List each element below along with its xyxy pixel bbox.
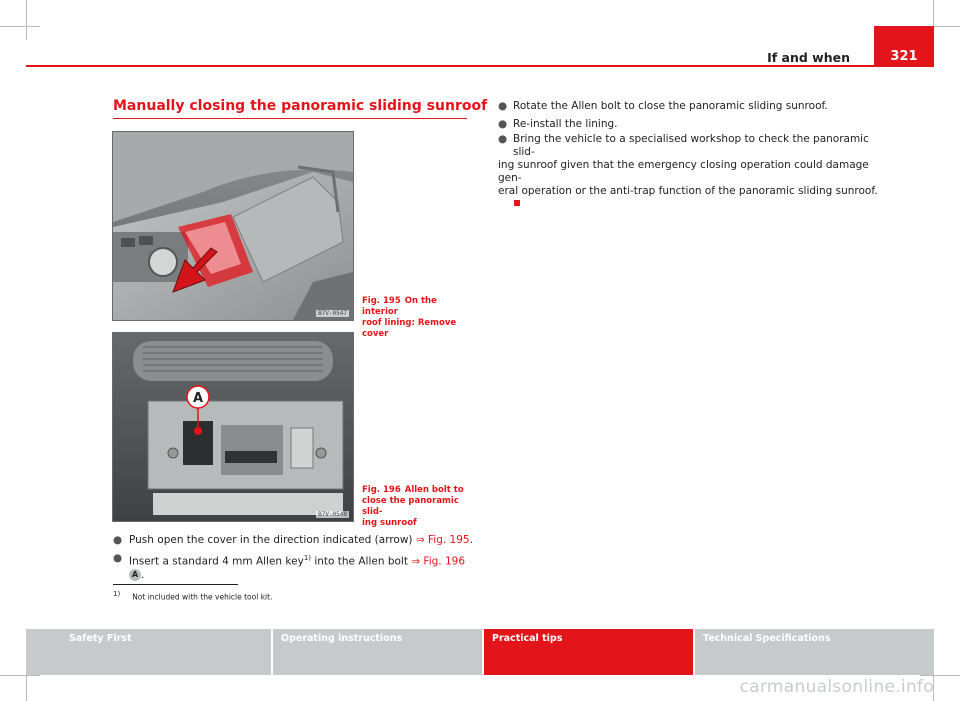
header-rule [26, 65, 934, 67]
bullet-text: eral operation or the anti-trap function of the panoramic sliding sunroof. [498, 185, 878, 197]
bullet-text: Bring the vehicle to a specialised workshop to check the panoramic slid- [513, 133, 869, 158]
figure-reference-link[interactable]: ⇒ Fig. 196 [411, 555, 466, 568]
instruction-bullet [498, 118, 878, 131]
footer-tab-label: Practical tips [492, 633, 563, 644]
figure-caption [362, 485, 472, 529]
crop-mark [0, 26, 40, 27]
section-end-marker [514, 200, 520, 206]
bullet-text: ing sunroof given that the emergency closing operation could damage gen- [498, 159, 869, 184]
crop-mark [920, 675, 960, 676]
footer-tab-safety-first[interactable] [26, 629, 271, 675]
bullet-dot: ● [498, 100, 508, 112]
bullet-text: Rotate the Allen bolt to close the panoramic sliding sunroof. [513, 100, 828, 112]
bullet-text: Insert a standard 4 mm Allen key [129, 555, 304, 568]
figure-reference-link[interactable]: ⇒ Fig. 195 [415, 534, 470, 546]
instruction-bullet [498, 100, 878, 113]
crop-mark [0, 675, 40, 676]
instruction-bullet [113, 552, 473, 582]
footer-tab-operating-instructions[interactable] [273, 629, 482, 675]
bullet-text: Re-install the lining. [513, 118, 618, 130]
bullet-tail: . [141, 568, 145, 581]
figure-label: Fig. 196 [362, 485, 401, 495]
instruction-bullet [113, 534, 473, 547]
footnote-marker: 1) [303, 554, 311, 562]
footer-tab-technical-specifications[interactable] [695, 629, 934, 675]
caption-line: close the panoramic slid- [362, 496, 459, 517]
footnote-text: Not included with the vehicle tool kit. [132, 592, 273, 602]
bullet-dot: ● [498, 133, 508, 145]
section-title: Manually closing the panoramic sliding sunroof [113, 98, 488, 114]
footer-tab-label: Operating instructions [281, 633, 403, 644]
bullet-dot: ● [113, 552, 123, 564]
figure-caption [362, 296, 472, 340]
bullet-text: Push open the cover in the direction indicated (arrow) [129, 534, 416, 546]
figure-callout: A [192, 391, 204, 406]
figure-label: Fig. 195 [362, 296, 401, 306]
figure-code: B7V-0548 [318, 511, 347, 518]
crop-mark [26, 0, 27, 40]
instruction-bullet [498, 133, 878, 211]
watermark: carmanualsonline.info [739, 677, 934, 697]
footnote-number: 1) [113, 590, 121, 598]
figure-remove-cover [112, 131, 354, 321]
bullet-text: into the Allen bolt [311, 555, 412, 568]
figure-code: B7V-0547 [318, 310, 347, 317]
bullet-tail: . [469, 534, 473, 546]
section-rule [113, 118, 467, 119]
roof-lining-illustration [113, 132, 353, 320]
caption-line: ing sunroof [362, 518, 417, 528]
caption-line: roof lining: Remove cover [362, 318, 457, 339]
footnote-rule [113, 584, 238, 585]
page-number: 321 [890, 49, 918, 64]
bullet-dot: ● [498, 118, 508, 130]
chapter-title: If and when [767, 50, 850, 65]
caption-line: On the interior [362, 296, 437, 317]
allen-bolt-illustration [113, 333, 353, 521]
callout-badge: A [129, 569, 141, 581]
caption-line: Allen bolt to [404, 485, 464, 495]
footer-tab-label: Technical Specifications [703, 633, 831, 644]
bullet-dot: ● [113, 534, 123, 546]
footer-tab-label: Safety First [69, 633, 132, 644]
figure-allen-bolt [112, 332, 354, 522]
footer-tab-practical-tips[interactable] [484, 629, 693, 675]
footnote [113, 590, 272, 602]
